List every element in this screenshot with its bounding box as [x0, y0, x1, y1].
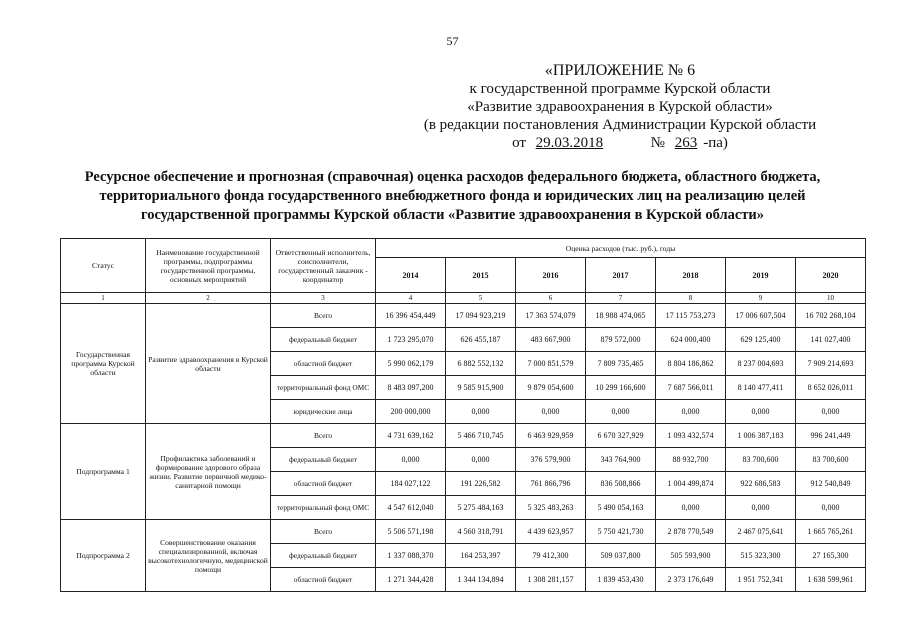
column-number: 5	[446, 293, 516, 304]
name-cell: Развитие здравоохранения в Курской области	[146, 304, 271, 424]
value-cell: 5 490 054,163	[586, 496, 656, 520]
funding-source-cell: областной бюджет	[271, 472, 376, 496]
value-cell: 1 271 344,428	[376, 568, 446, 592]
value-cell: 1 344 134,894	[446, 568, 516, 592]
value-cell: 1 004 499,874	[656, 472, 726, 496]
table-row	[61, 424, 866, 448]
value-cell: 7 809 735,465	[586, 352, 656, 376]
value-cell: 8 237 004,693	[726, 352, 796, 376]
column-number: 2	[146, 293, 271, 304]
value-cell: 6 882 552,132	[446, 352, 516, 376]
year-header: 2017	[586, 258, 656, 293]
value-cell: 8 804 186,862	[656, 352, 726, 376]
funding-source-cell: Всего	[271, 424, 376, 448]
value-cell: 509 037,800	[586, 544, 656, 568]
value-cell: 17 115 753,273	[656, 304, 726, 328]
value-cell: 17 006 607,504	[726, 304, 796, 328]
status-cell: Государственная программа Курской области	[61, 304, 146, 424]
header-responsible: Ответственный исполнитель, соисполнители, государственный заказчик - координатор	[271, 239, 376, 293]
value-cell: 18 988 474,065	[586, 304, 656, 328]
value-cell: 7 909 214,693	[796, 352, 866, 376]
funding-source-cell: федеральный бюджет	[271, 544, 376, 568]
name-cell: Совершенствование оказания специализированной, включая высокотехнологичную, медицинской помощи	[146, 520, 271, 592]
value-cell: 10 299 166,600	[586, 376, 656, 400]
funding-source-cell: территориальный фонд ОМС	[271, 376, 376, 400]
value-cell: 16 702 268,104	[796, 304, 866, 328]
value-cell: 88 932,700	[656, 448, 726, 472]
value-cell: 5 990 062,179	[376, 352, 446, 376]
year-header: 2015	[446, 258, 516, 293]
value-cell: 79 412,300	[516, 544, 586, 568]
funding-source-cell: федеральный бюджет	[271, 328, 376, 352]
budget-table	[60, 238, 866, 592]
value-cell: 0,000	[726, 400, 796, 424]
value-cell: 515 323,300	[726, 544, 796, 568]
document-title	[40, 168, 865, 225]
value-cell: 761 866,796	[516, 472, 586, 496]
value-cell: 7 687 566,011	[656, 376, 726, 400]
column-number: 6	[516, 293, 586, 304]
number-prefix: №	[650, 135, 665, 151]
value-cell: 2 373 176,649	[656, 568, 726, 592]
appendix-line-4: (в редакции постановления Администрации Курской области	[423, 117, 817, 133]
value-cell: 8 483 097,200	[376, 376, 446, 400]
value-cell: 1 006 387,183	[726, 424, 796, 448]
year-header: 2016	[516, 258, 586, 293]
value-cell: 141 027,400	[796, 328, 866, 352]
column-number: 3	[271, 293, 376, 304]
value-cell: 184 027,122	[376, 472, 446, 496]
value-cell: 5 750 421,730	[586, 520, 656, 544]
value-cell: 879 572,000	[586, 328, 656, 352]
value-cell: 83 700,600	[796, 448, 866, 472]
value-cell: 922 686,583	[726, 472, 796, 496]
appendix-header	[405, 62, 835, 152]
value-cell: 5 506 571,198	[376, 520, 446, 544]
funding-source-cell: областной бюджет	[271, 568, 376, 592]
value-cell: 0,000	[796, 400, 866, 424]
value-cell: 1 093 432,574	[656, 424, 726, 448]
value-cell: 8 140 477,411	[726, 376, 796, 400]
value-cell: 7 000 851,579	[516, 352, 586, 376]
resolution-date: 29.03.2018	[535, 135, 604, 151]
value-cell: 16 396 454,449	[376, 304, 446, 328]
funding-source-cell: федеральный бюджет	[271, 448, 376, 472]
funding-source-cell: Всего	[271, 520, 376, 544]
funding-source-cell: территориальный фонд ОМС	[271, 496, 376, 520]
value-cell: 1 337 088,370	[376, 544, 446, 568]
title-line-3: государственной программы Курской области «Развитие здравоохранения в Курской области»	[140, 207, 765, 223]
value-cell: 17 363 574,079	[516, 304, 586, 328]
value-cell: 1 308 281,157	[516, 568, 586, 592]
header-estimate: Оценка расходов (тыс. руб.), годы	[376, 239, 866, 258]
appendix-date-line	[405, 134, 835, 152]
value-cell: 0,000	[376, 448, 446, 472]
header-name: Наименование государственной программы, подпрограммы государственной программы, основных мероприятий	[146, 239, 271, 293]
value-cell: 1 665 765,261	[796, 520, 866, 544]
value-cell: 4 439 623,957	[516, 520, 586, 544]
number-suffix: -па)	[703, 135, 728, 151]
status-cell: Подпрограмма 2	[61, 520, 146, 592]
value-cell: 0,000	[656, 400, 726, 424]
value-cell: 6 670 327,929	[586, 424, 656, 448]
column-number: 1	[61, 293, 146, 304]
value-cell: 17 094 923,219	[446, 304, 516, 328]
header-status: Статус	[61, 239, 146, 293]
value-cell: 191 226,582	[446, 472, 516, 496]
value-cell: 0,000	[516, 400, 586, 424]
appendix-line-3: «Развитие здравоохранения в Курской области»	[467, 99, 773, 115]
value-cell: 343 764,900	[586, 448, 656, 472]
column-number: 4	[376, 293, 446, 304]
value-cell: 5 325 483,263	[516, 496, 586, 520]
value-cell: 6 463 929,959	[516, 424, 586, 448]
funding-source-cell: Всего	[271, 304, 376, 328]
value-cell: 27 165,300	[796, 544, 866, 568]
title-line-2: территориального фонда государственного внебюджетного фонда и юридических лиц на реализацию целей	[99, 188, 806, 204]
value-cell: 2 878 770,549	[656, 520, 726, 544]
column-number: 9	[726, 293, 796, 304]
value-cell: 0,000	[726, 496, 796, 520]
name-cell: Профилактика заболеваний и формирование здорового образа жизни. Развитие первичной медико-санитарной помощи	[146, 424, 271, 520]
column-number: 10	[796, 293, 866, 304]
value-cell: 996 241,449	[796, 424, 866, 448]
value-cell: 9 879 054,600	[516, 376, 586, 400]
value-cell: 4 731 639,162	[376, 424, 446, 448]
status-cell: Подпрограмма 1	[61, 424, 146, 520]
funding-source-cell: областной бюджет	[271, 352, 376, 376]
value-cell: 0,000	[586, 400, 656, 424]
table-row	[61, 520, 866, 544]
page-number: 57	[446, 34, 459, 48]
value-cell: 83 700,600	[726, 448, 796, 472]
column-number: 8	[656, 293, 726, 304]
value-cell: 483 667,900	[516, 328, 586, 352]
value-cell: 5 275 484,163	[446, 496, 516, 520]
appendix-title: «ПРИЛОЖЕНИЕ № 6	[544, 62, 696, 79]
value-cell: 8 652 026,011	[796, 376, 866, 400]
value-cell: 5 466 710,745	[446, 424, 516, 448]
value-cell: 629 125,400	[726, 328, 796, 352]
value-cell: 376 579,900	[516, 448, 586, 472]
year-header: 2020	[796, 258, 866, 293]
value-cell: 1 839 453,430	[586, 568, 656, 592]
column-number: 7	[586, 293, 656, 304]
year-header: 2019	[726, 258, 796, 293]
resolution-number: 263	[674, 135, 698, 151]
value-cell: 836 508,866	[586, 472, 656, 496]
value-cell: 912 540,849	[796, 472, 866, 496]
title-line-1: Ресурсное обеспечение и прогнозная (справочная) оценка расходов федерального бюджета, областного бюджета,	[84, 169, 821, 185]
value-cell: 0,000	[446, 448, 516, 472]
value-cell: 0,000	[446, 400, 516, 424]
table-row	[61, 304, 866, 328]
value-cell: 624 000,400	[656, 328, 726, 352]
value-cell: 1 723 295,070	[376, 328, 446, 352]
value-cell: 200 000,000	[376, 400, 446, 424]
value-cell: 2 467 075,641	[726, 520, 796, 544]
year-header: 2018	[656, 258, 726, 293]
value-cell: 164 253,397	[446, 544, 516, 568]
value-cell: 9 585 915,900	[446, 376, 516, 400]
value-cell: 626 455,187	[446, 328, 516, 352]
appendix-line-2: к государственной программе Курской области	[469, 81, 771, 97]
funding-source-cell: юридические лица	[271, 400, 376, 424]
value-cell: 0,000	[796, 496, 866, 520]
value-cell: 4 560 318,791	[446, 520, 516, 544]
value-cell: 505 593,900	[656, 544, 726, 568]
date-prefix: от	[512, 135, 526, 151]
value-cell: 1 951 752,341	[726, 568, 796, 592]
value-cell: 1 638 599,961	[796, 568, 866, 592]
year-header: 2014	[376, 258, 446, 293]
value-cell: 0,000	[656, 496, 726, 520]
value-cell: 4 547 612,040	[376, 496, 446, 520]
